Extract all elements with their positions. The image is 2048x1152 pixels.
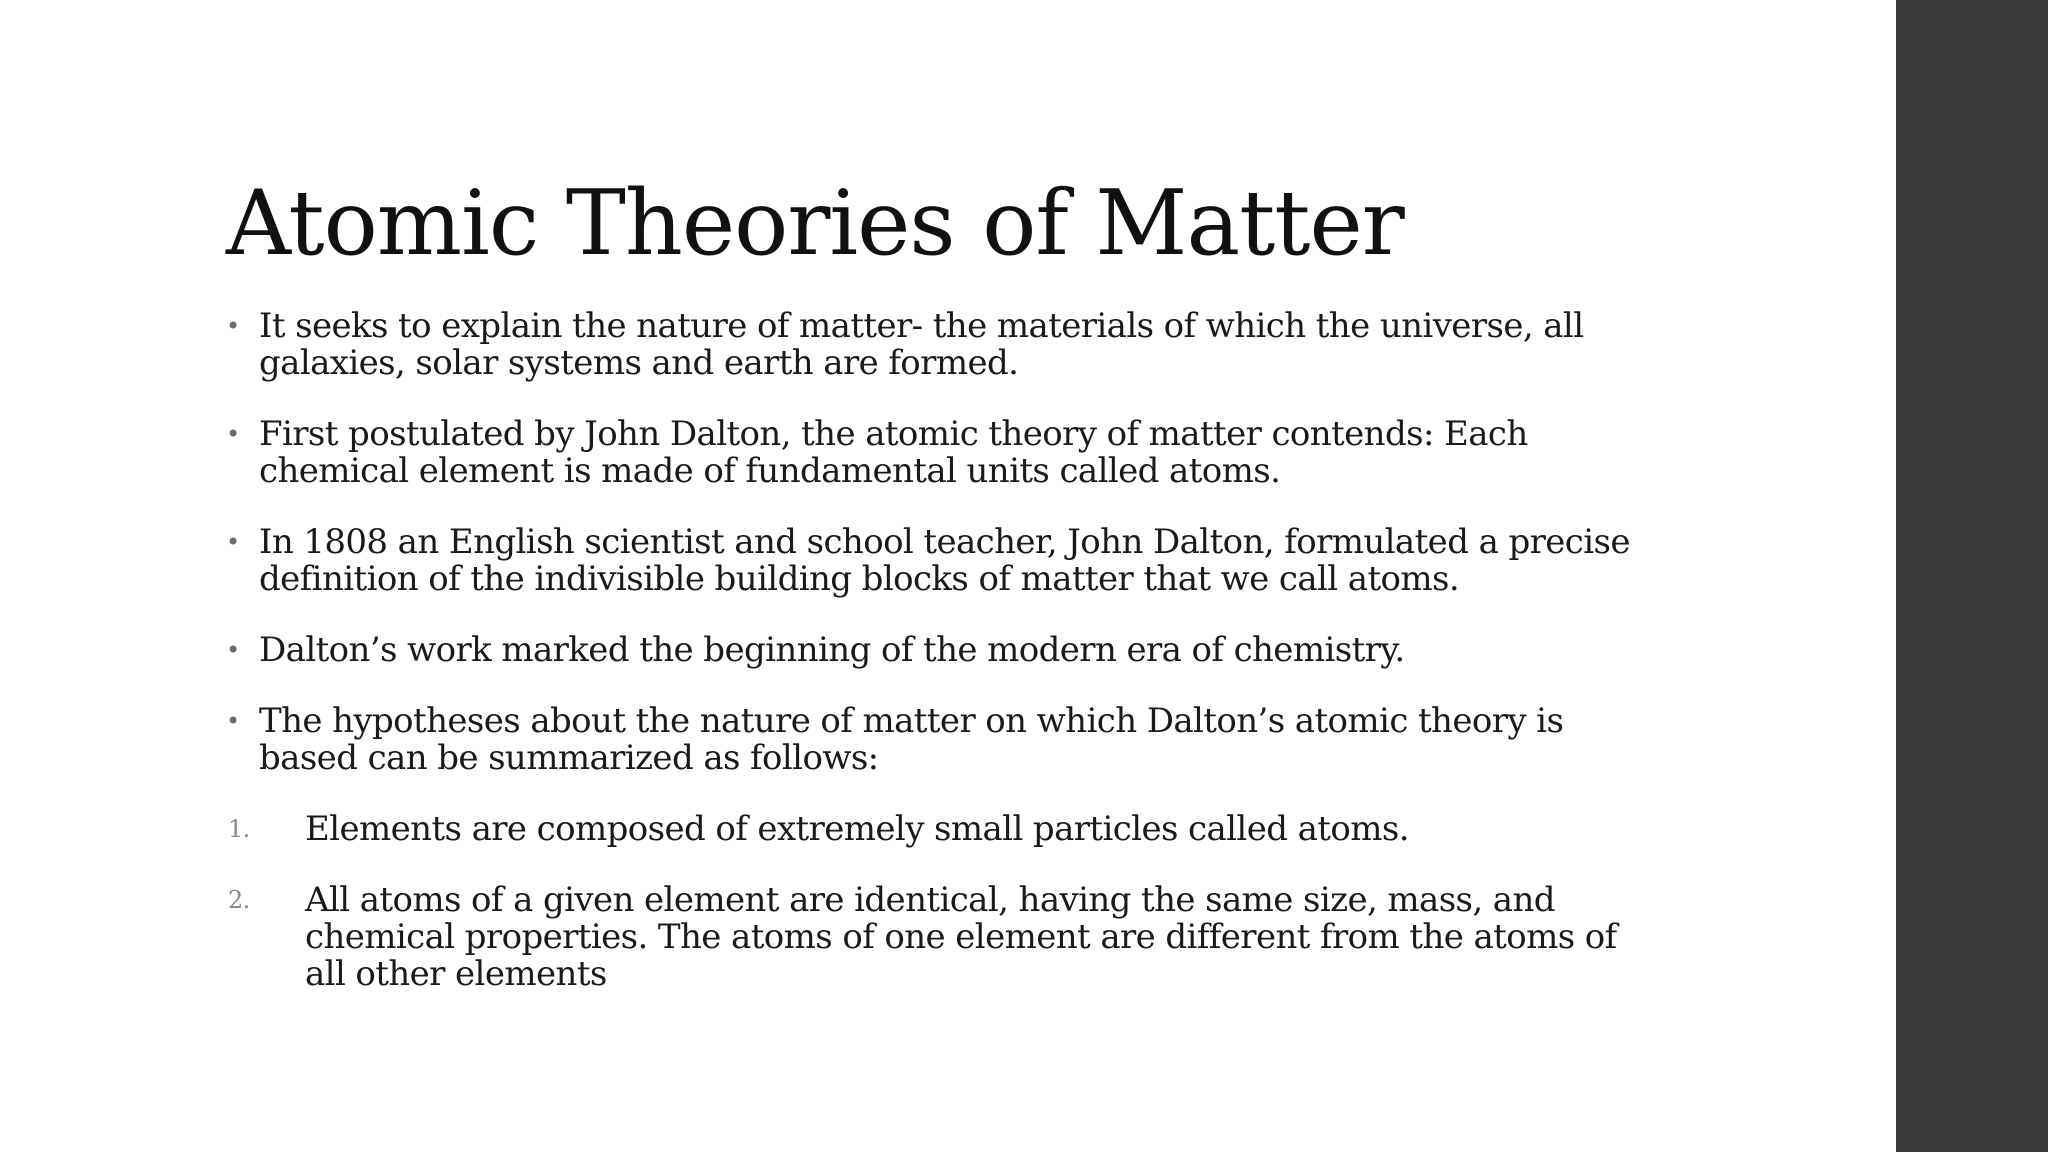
list-number: 2.	[228, 886, 250, 914]
bullet-text: Dalton’s work marked the beginning of the modern era of chemistry.	[259, 630, 1405, 670]
numbered-item	[226, 882, 1646, 993]
bullet-icon: •	[226, 312, 240, 340]
bullet-item	[226, 308, 1646, 382]
bullet-item	[226, 524, 1646, 598]
slide-body	[226, 308, 1646, 1027]
bullet-icon: •	[226, 636, 240, 664]
numbered-text: All atoms of a given element are identical, having the same size, mass, and chemical properties. The atoms of one element are different from the atoms of all other elements	[305, 880, 1617, 994]
list-number: 1.	[228, 815, 250, 843]
slide-title: Atomic Theories of Matter	[226, 171, 1404, 276]
bullet-item	[226, 632, 1646, 669]
bullet-text: First postulated by John Dalton, the atomic theory of matter contends: Each chemical element is made of fundamental units called atoms.	[259, 414, 1528, 491]
side-accent-bar	[1896, 0, 2048, 1152]
numbered-text: Elements are composed of extremely small particles called atoms.	[305, 809, 1409, 849]
bullet-icon: •	[226, 707, 240, 735]
bullet-icon: •	[226, 420, 240, 448]
numbered-item	[226, 811, 1646, 848]
bullet-text: The hypotheses about the nature of matter on which Dalton’s atomic theory is based can be summarized as follows:	[259, 701, 1564, 778]
bullet-item	[226, 416, 1646, 490]
bullet-text: It seeks to explain the nature of matter- the materials of which the universe, all galaxies, solar systems and earth are formed.	[259, 306, 1584, 383]
bullet-text: In 1808 an English scientist and school teacher, John Dalton, formulated a precise definition of the indivisible building blocks of matter that we call atoms.	[259, 522, 1630, 599]
bullet-item	[226, 703, 1646, 777]
bullet-icon: •	[226, 528, 240, 556]
